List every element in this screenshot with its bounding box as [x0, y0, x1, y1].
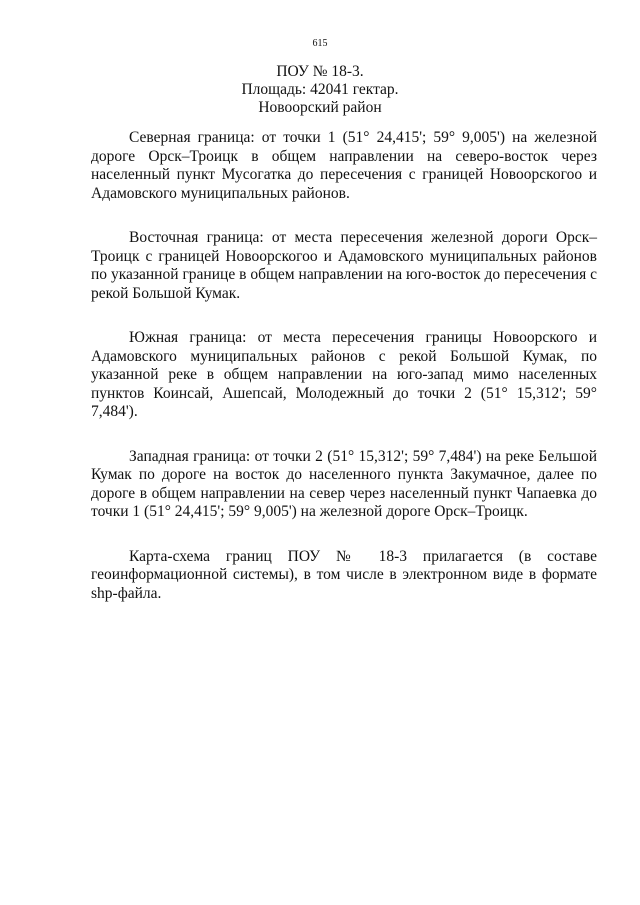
paragraph-south-boundary: Южная граница: от места пересечения границы Новоорского и Адамовского муниципальных районов с рекой Большой Кумак, по указанной реке в общем направлении на юго-запад мимо населенных пунктов Коинсай, Ашепсай, Молодежный до точки 2 (51° 15,312'; 59° 7,484').	[91, 329, 597, 420]
paragraph-west-boundary: Западная граница: от точки 2 (51° 15,312'; 59° 7,484') на реке Бельшой Кумак по дороге на восток до населенного пункта Закумачное, далее по дороге в общем направлении на север через населенный пункт Чапаевка до точки 1 (51° 24,415'; 59° 9,005') на железной дороге Орск–Троицк.	[91, 447, 597, 520]
paragraph-north-boundary: Северная граница: от точки 1 (51° 24,415'; 59° 9,005') на железной дороге Орск–Троицк в общем направлении на северо-восток через населенный пункт Мусогатка до пересечения с границей Новоорскогоо и Адамовского муниципальных районов.	[91, 129, 597, 202]
paragraph-east-boundary: Восточная граница: от места пересечения железной дороги Орск–Троицк с границей Новоорскогоо и Адамовского муниципальных районов по указанной границе в общем направлении на юго-восток до пересечения с рекой Большой Кумак.	[91, 229, 597, 302]
heading-area: Площадь: 42041 гектар.	[241, 81, 399, 98]
document-body	[91, 129, 597, 629]
paragraph-map-note: Карта-схема границ ПОУ № 18-3 прилагается (в составе геоинформационной системы), в том числе в электронном виде в формате shp-файла.	[91, 547, 597, 602]
page-number: 615	[312, 38, 328, 49]
heading-title: ПОУ № 18-3.	[276, 63, 364, 80]
document-heading	[0, 63, 640, 117]
heading-district: Новоорский район	[258, 99, 382, 116]
